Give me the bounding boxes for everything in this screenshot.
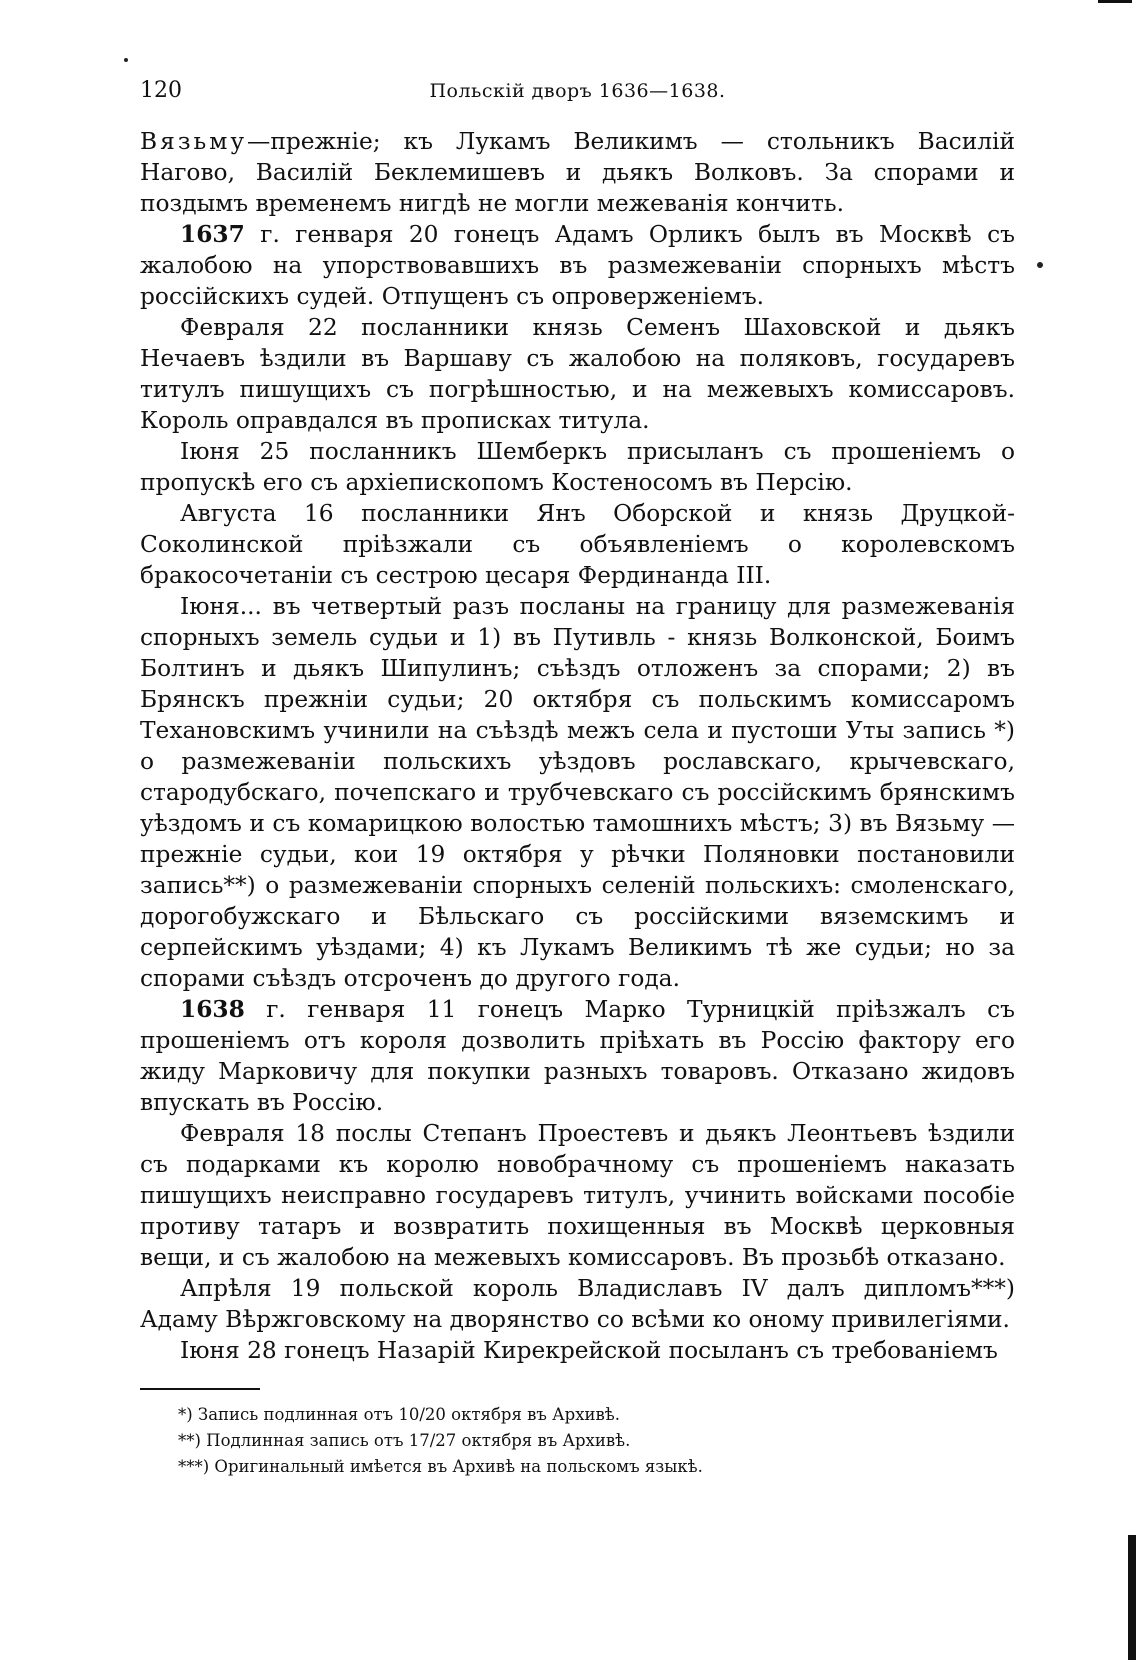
paragraph bbox=[140, 994, 1015, 1118]
paragraph bbox=[140, 1273, 1015, 1335]
paragraph-text: —прежніе; къ Лукамъ Великимъ — стольникъ Василій Нагово, Василій Беклемишевъ и дьякъ Волковъ. За спорами и поздымъ временемъ нигдѣ не могли межеванія кончить. bbox=[140, 128, 1015, 217]
scan-speck bbox=[124, 58, 128, 62]
paragraph bbox=[140, 219, 1015, 312]
paragraph-text: Апрѣля 19 польской король Владиславъ IV далъ дипломъ***) Адаму Вѣржговскому на дворянство со всѣми ко оному привилегіями. bbox=[140, 1275, 1015, 1333]
paragraph-text: Іюня 28 гонецъ Назарій Кирекрейской посыланъ съ требованіемъ bbox=[180, 1337, 998, 1364]
paragraph bbox=[140, 591, 1015, 994]
footnote: **) Подлинная запись отъ 17/27 октября въ Архивѣ. bbox=[178, 1431, 631, 1450]
footnote: *) Запись подлинная отъ 10/20 октября въ Архивѣ. bbox=[178, 1405, 620, 1424]
body-text bbox=[140, 126, 1015, 1366]
paragraph-text: Февраля 18 послы Степанъ Проестевъ и дьякъ Леонтьевъ ѣздили съ подарками къ королю новобрачному съ прошеніемъ наказать пишущихъ неисправно государевъ титулъ, учинить войсками пособіе противу татаръ и возвратить похищенныя въ Москвѣ церковныя вещи, и съ жалобою на межевыхъ комиссаровъ. Въ прозьбѣ отказано. bbox=[140, 1120, 1015, 1271]
paragraph-lead: Вязьму bbox=[140, 128, 248, 155]
footnotes bbox=[140, 1402, 1015, 1480]
paragraph bbox=[140, 436, 1015, 498]
running-head: Польскій дворъ 1636—1638. bbox=[429, 80, 726, 102]
year-label: 1638 bbox=[180, 996, 245, 1023]
paragraph-text: Августа 16 посланники Янъ Оборской и князь Друцкой-Соколинской пріѣзжали съ объявленіемъ о королевскомъ бракосочетаніи съ сестрою цесаря Фердинанда III. bbox=[140, 500, 1015, 589]
paragraph bbox=[140, 498, 1015, 591]
paragraph bbox=[140, 1335, 1015, 1366]
scan-speck bbox=[1037, 262, 1043, 268]
paragraph bbox=[140, 312, 1015, 436]
scan-edge-mark bbox=[1098, 0, 1132, 3]
paragraph bbox=[140, 126, 1015, 219]
scan-edge-bar bbox=[1128, 1535, 1136, 1660]
page-number: 120 bbox=[140, 78, 182, 103]
footnote: ***) Оригинальный имѣется въ Архивѣ на польскомъ языкѣ. bbox=[178, 1457, 703, 1476]
year-label: 1637 bbox=[180, 221, 245, 248]
book-page bbox=[140, 70, 1015, 1480]
paragraph bbox=[140, 1118, 1015, 1273]
paragraph-text: г. генваря 20 гонецъ Адамъ Орликъ былъ въ Москвѣ съ жалобою на упорствовавшихъ въ размежеваніи спорныхъ мѣстъ россійскихъ судей. Отпущенъ съ опроверженіемъ. bbox=[140, 221, 1015, 310]
page-header bbox=[140, 70, 1015, 122]
paragraph-text: г. генваря 11 гонецъ Марко Турницкій пріѣзжалъ съ прошеніемъ отъ короля дозволить пріѣхать въ Россію фактору его жиду Марковичу для покупки разныхъ товаровъ. Отказано жидовъ впускать въ Россію. bbox=[140, 996, 1015, 1116]
paragraph-text: Февраля 22 посланники князь Семенъ Шаховской и дьякъ Нечаевъ ѣздили въ Варшаву съ жалобою на поляковъ, государевъ титулъ пишущихъ съ погрѣшностью, и на межевыхъ комиссаровъ. Король оправдался въ прописках титула. bbox=[140, 314, 1015, 434]
paragraph-text: Іюня 25 посланникъ Шемберкъ присыланъ съ прошеніемъ о пропускѣ его съ архіепископомъ Костеносомъ въ Персію. bbox=[140, 438, 1015, 496]
paragraph-text: Іюня... въ четвертый разъ посланы на границу для размежеванія спорныхъ земель судьи и 1) въ Путивль - князь Волконской, Боимъ Болтинъ и дьякъ Шипулинъ; съѣздъ отложенъ за спорами; 2) въ Брянскъ прежніи судьи; 20 октября съ польскимъ комиссаромъ Техановскимъ учинили на съѣздѣ межъ села и пустоши Уты запись *) о размежеваніи польскихъ уѣздовъ рославскаго, крычевскаго, стародубскаго, почепскаго и трубчевскаго съ россійскимъ брянскимъ уѣздомъ и съ комарицкою волостью тамошнихъ мѣстъ; 3) въ Вязьму — прежніе судьи, кои 19 октября у рѣчки Поляновки постановили запись**) о размежеваніи спорныхъ селеній польскихъ: смоленскаго, дорогобужскаго и Бѣльскаго съ россійскими вяземскимъ и серпейскимъ уѣздами; 4) къ Лукамъ Великимъ тѣ же судьи; но за спорами съѣздъ отсроченъ до другого года. bbox=[140, 593, 1015, 992]
footnote-divider bbox=[140, 1388, 260, 1390]
